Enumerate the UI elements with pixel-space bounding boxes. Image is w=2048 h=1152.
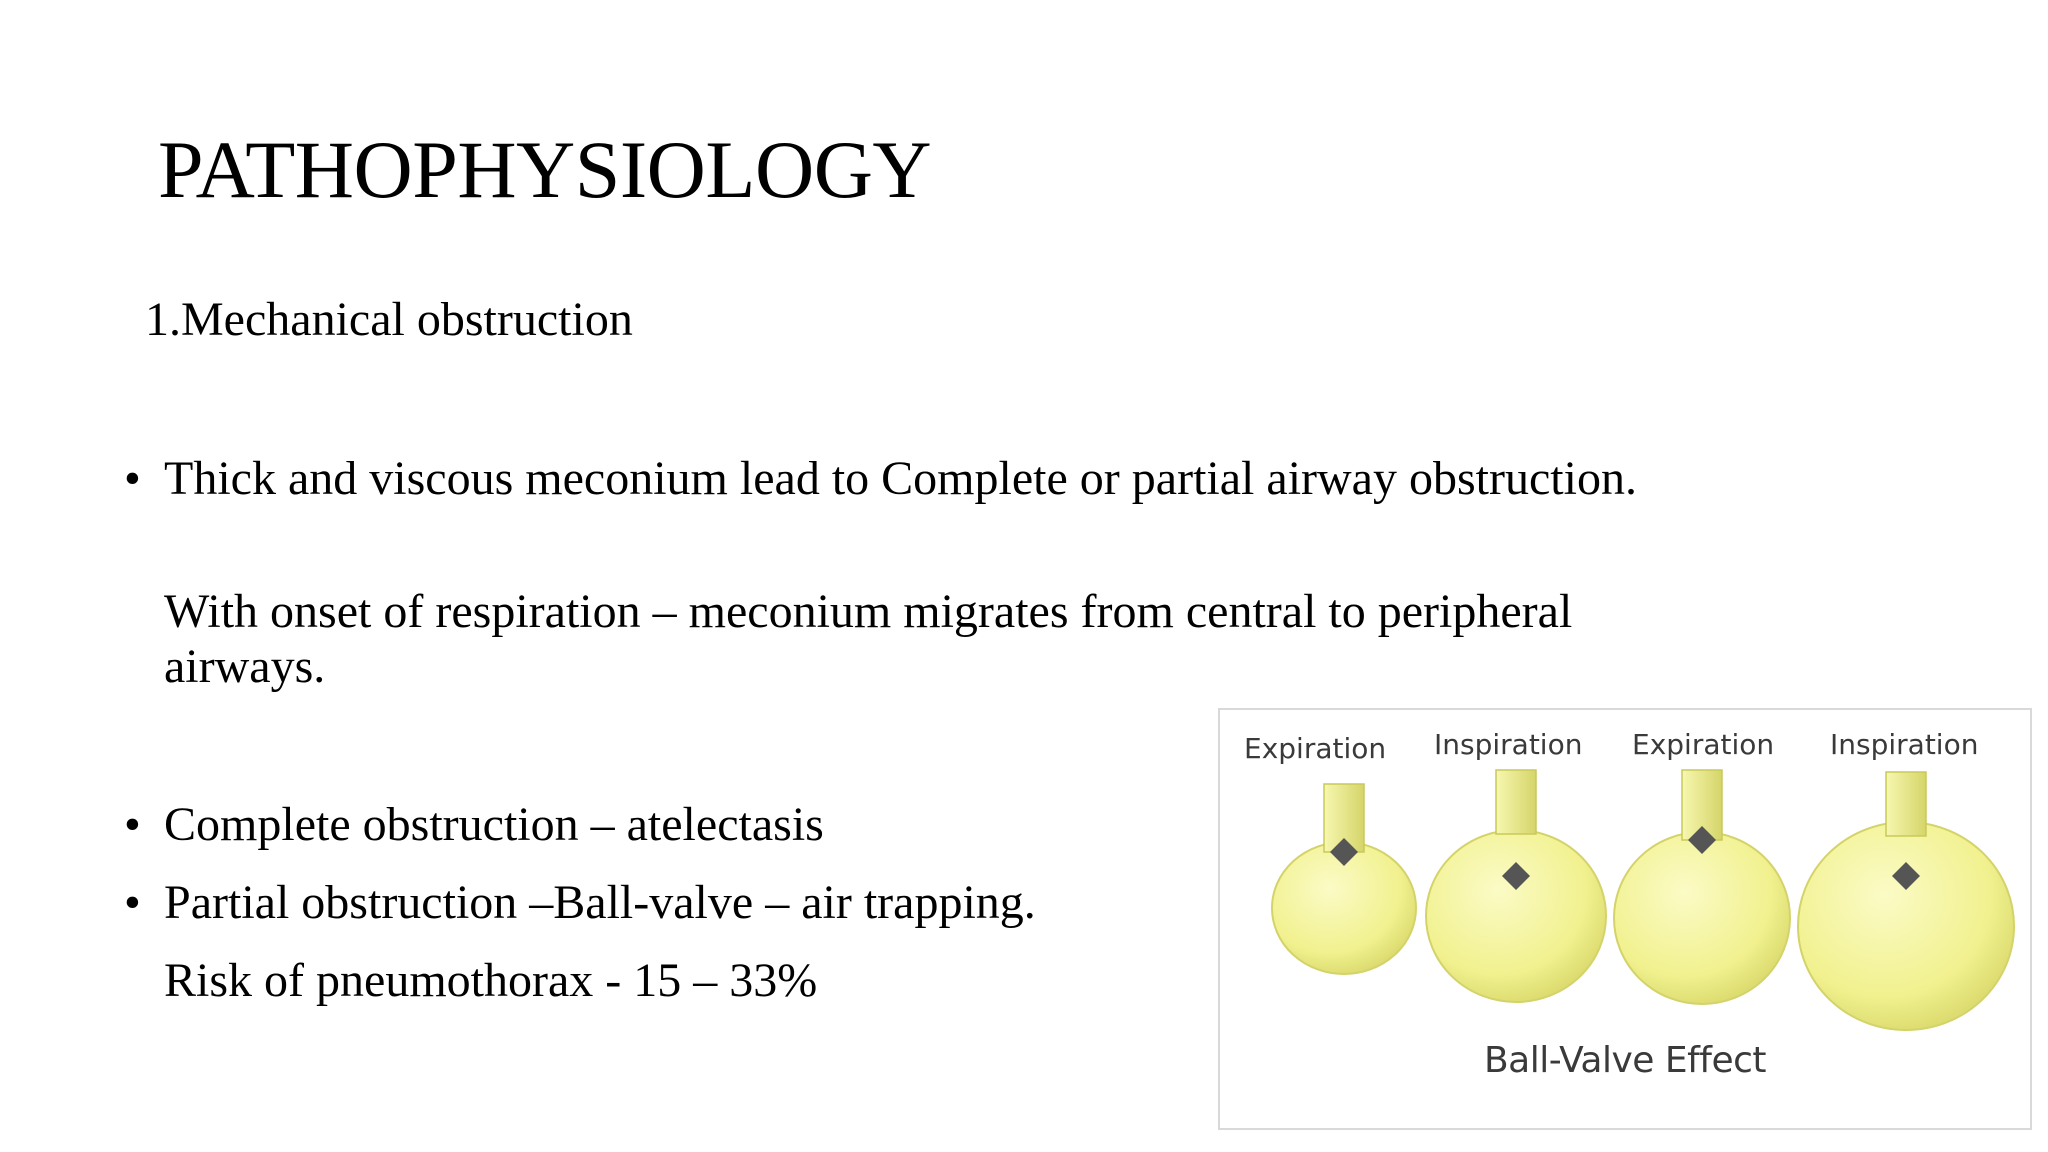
ball-valve-figure: [1218, 708, 2032, 1130]
slide-title: PATHOPHYSIOLOGY: [158, 124, 932, 215]
lung-balloon: [1272, 784, 1416, 974]
bullet-dot: •: [124, 452, 141, 505]
bullet-dot: •: [124, 876, 141, 929]
bullet-item-airway-obstruction: Thick and viscous meconium lead to Complete or partial airway obstruction.: [164, 452, 1637, 505]
section-heading: 1.Mechanical obstruction: [145, 293, 633, 346]
bullet-item-complete-obstruction: Complete obstruction – atelectasis: [164, 798, 824, 851]
figure-label-inspiration: Inspiration: [1830, 728, 1979, 761]
bullet-dot: •: [124, 798, 141, 851]
lung-balloon: [1614, 770, 1790, 1004]
bullet-item-partial-obstruction: Partial obstruction –Ball-valve – air trapping.: [164, 876, 1036, 929]
paragraph-meconium-migration: With onset of respiration – meconium migrates from central to peripheral airways.: [164, 585, 1573, 693]
figure-caption: Ball-Valve Effect: [1483, 1040, 1767, 1081]
lung-balloon: [1426, 770, 1606, 1002]
figure-label-expiration: Expiration: [1632, 728, 1775, 761]
figure-label-inspiration: Inspiration: [1434, 728, 1583, 761]
paragraph-pneumothorax-risk: Risk of pneumothorax - 15 – 33%: [164, 954, 818, 1007]
figure-label-expiration: Expiration: [1244, 732, 1387, 765]
lung-balloon: [1798, 772, 2014, 1030]
